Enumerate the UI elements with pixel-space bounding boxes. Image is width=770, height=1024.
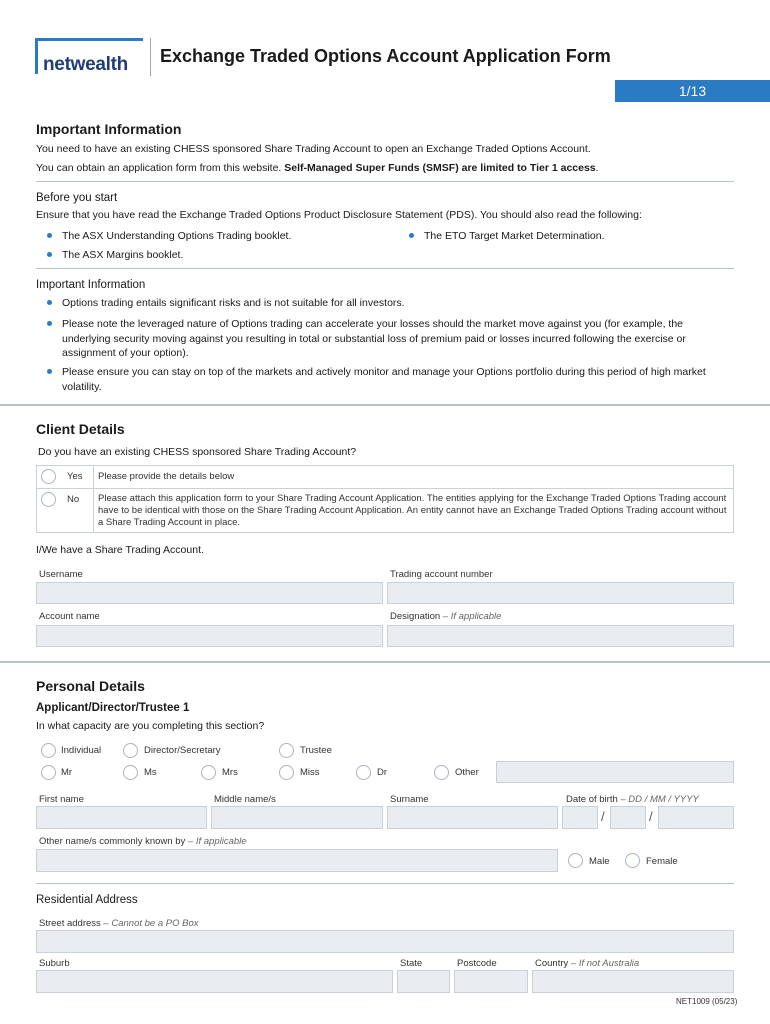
list-item: Please note the leveraged nature of Options trading can accelerate your losses should the market move against you (for example, the underlying security moving against you resulting in total or substantial loss of premium paid or losses incurred following the exercise or assignment of your option).	[62, 317, 734, 361]
header-divider	[150, 38, 151, 76]
have-account-text: I/We have a Share Trading Account.	[36, 544, 204, 556]
trading-number-input[interactable]	[387, 582, 734, 604]
account-name-input[interactable]	[36, 625, 383, 647]
suburb-input[interactable]	[36, 970, 393, 993]
designation-input[interactable]	[387, 625, 734, 647]
dob-day-input[interactable]	[562, 806, 598, 829]
form-code: NET1009 (05/23)	[676, 997, 738, 1006]
country-input[interactable]	[532, 970, 734, 993]
divider	[36, 268, 734, 269]
first-name-label: First name	[39, 794, 84, 805]
first-name-input[interactable]	[36, 806, 207, 829]
important-info-line2: You can obtain an application form from this website. Self-Managed Super Funds (SMSF) are limited to Tier 1 access.	[36, 162, 599, 174]
before-start-intro: Ensure that you have read the Exchange Traded Options Product Disclosure Statement (PDS). You should also read the following:	[36, 209, 642, 221]
list-item: The ASX Margins booklet.	[62, 249, 184, 261]
trustee-radio[interactable]	[279, 743, 294, 758]
postcode-input[interactable]	[454, 970, 528, 993]
state-input[interactable]	[397, 970, 450, 993]
trustee-label: Trustee	[300, 745, 332, 756]
other-names-label: Other name/s commonly known by – If applicable	[39, 836, 247, 847]
important-info-line1: You need to have an existing CHESS sponsored Share Trading Account to open an Exchange Traded Options Account.	[36, 143, 591, 155]
residential-heading: Residential Address	[36, 894, 138, 906]
miss-radio[interactable]	[279, 765, 294, 780]
personal-details-heading: Personal Details	[36, 678, 145, 694]
female-label: Female	[646, 856, 678, 867]
director-radio[interactable]	[123, 743, 138, 758]
important-info-heading: Important Information	[36, 121, 182, 137]
no-description: Please attach this application form to your Share Trading Account Application. The entities applying for the Exchange Traded Options Trading account have to be identical with those on the Share Trading Account Application. An entity cannot have an Exchange Traded Options Trading account without a Share Trading Account in place.	[98, 493, 727, 528]
capacity-question: In what capacity are you completing this section?	[36, 720, 265, 732]
mr-label: Mr	[61, 767, 73, 778]
no-radio[interactable]	[41, 492, 56, 507]
before-start-heading: Before you start	[36, 192, 118, 204]
no-label: No	[67, 494, 80, 505]
surname-input[interactable]	[387, 806, 558, 829]
middle-name-label: Middle name/s	[214, 794, 276, 805]
chess-question: Do you have an existing CHESS sponsored Share Trading Account?	[38, 446, 357, 458]
street-input[interactable]	[36, 930, 734, 953]
list-item: Options trading entails significant risks and is not suitable for all investors.	[62, 296, 732, 311]
other-names-input[interactable]	[36, 849, 558, 872]
mrs-label: Mrs	[222, 767, 238, 778]
ms-label: Ms	[144, 767, 157, 778]
trading-number-label: Trading account number	[390, 569, 493, 580]
dr-radio[interactable]	[356, 765, 371, 780]
street-label: Street address – Cannot be a PO Box	[39, 918, 199, 929]
miss-label: Miss	[300, 767, 320, 778]
page-number-badge: 1/13	[615, 80, 770, 102]
other-radio[interactable]	[434, 765, 449, 780]
middle-name-input[interactable]	[211, 806, 383, 829]
list-item: The ETO Target Market Determination.	[424, 230, 605, 242]
client-details-heading: Client Details	[36, 421, 125, 437]
chess-options-table	[36, 465, 734, 533]
section-divider	[0, 661, 770, 663]
yes-label: Yes	[67, 471, 83, 482]
list-item: Please ensure you can stay on top of the markets and actively monitor and manage your Options portfolio during this period of high market volatility.	[62, 365, 734, 394]
divider	[36, 181, 734, 182]
divider	[36, 883, 734, 884]
individual-label: Individual	[61, 745, 102, 756]
ms-radio[interactable]	[123, 765, 138, 780]
designation-label: Designation – If applicable	[390, 611, 502, 622]
female-radio[interactable]	[625, 853, 640, 868]
dob-month-input[interactable]	[610, 806, 646, 829]
yes-radio[interactable]	[41, 469, 56, 484]
mrs-radio[interactable]	[201, 765, 216, 780]
dob-year-input[interactable]	[658, 806, 734, 829]
country-label: Country – If not Australia	[535, 958, 640, 969]
section-divider	[0, 404, 770, 406]
director-label: Director/Secretary	[144, 745, 221, 756]
list-item: The ASX Understanding Options Trading booklet.	[62, 230, 292, 242]
male-label: Male	[589, 856, 610, 867]
username-input[interactable]	[36, 582, 383, 604]
state-label: State	[400, 958, 423, 969]
page-title: Exchange Traded Options Account Application Form	[160, 46, 611, 66]
important-sub-heading: Important Information	[36, 279, 146, 291]
other-label: Other	[455, 767, 479, 778]
applicant-subheading: Applicant/Director/Trustee 1	[36, 702, 190, 714]
individual-radio[interactable]	[41, 743, 56, 758]
netwealth-logo: netwealth	[43, 54, 128, 75]
dob-separator: /	[649, 809, 653, 824]
postcode-label: Postcode	[457, 958, 497, 969]
account-name-label: Account name	[39, 611, 100, 622]
surname-label: Surname	[390, 794, 429, 805]
yes-description: Please provide the details below	[98, 471, 235, 482]
suburb-label: Suburb	[39, 958, 70, 969]
dob-label: Date of birth – DD / MM / YYYY	[566, 794, 699, 805]
username-label: Username	[39, 569, 83, 580]
other-title-input[interactable]	[496, 761, 734, 783]
dob-separator: /	[601, 809, 605, 824]
male-radio[interactable]	[568, 853, 583, 868]
mr-radio[interactable]	[41, 765, 56, 780]
dr-label: Dr	[377, 767, 388, 778]
